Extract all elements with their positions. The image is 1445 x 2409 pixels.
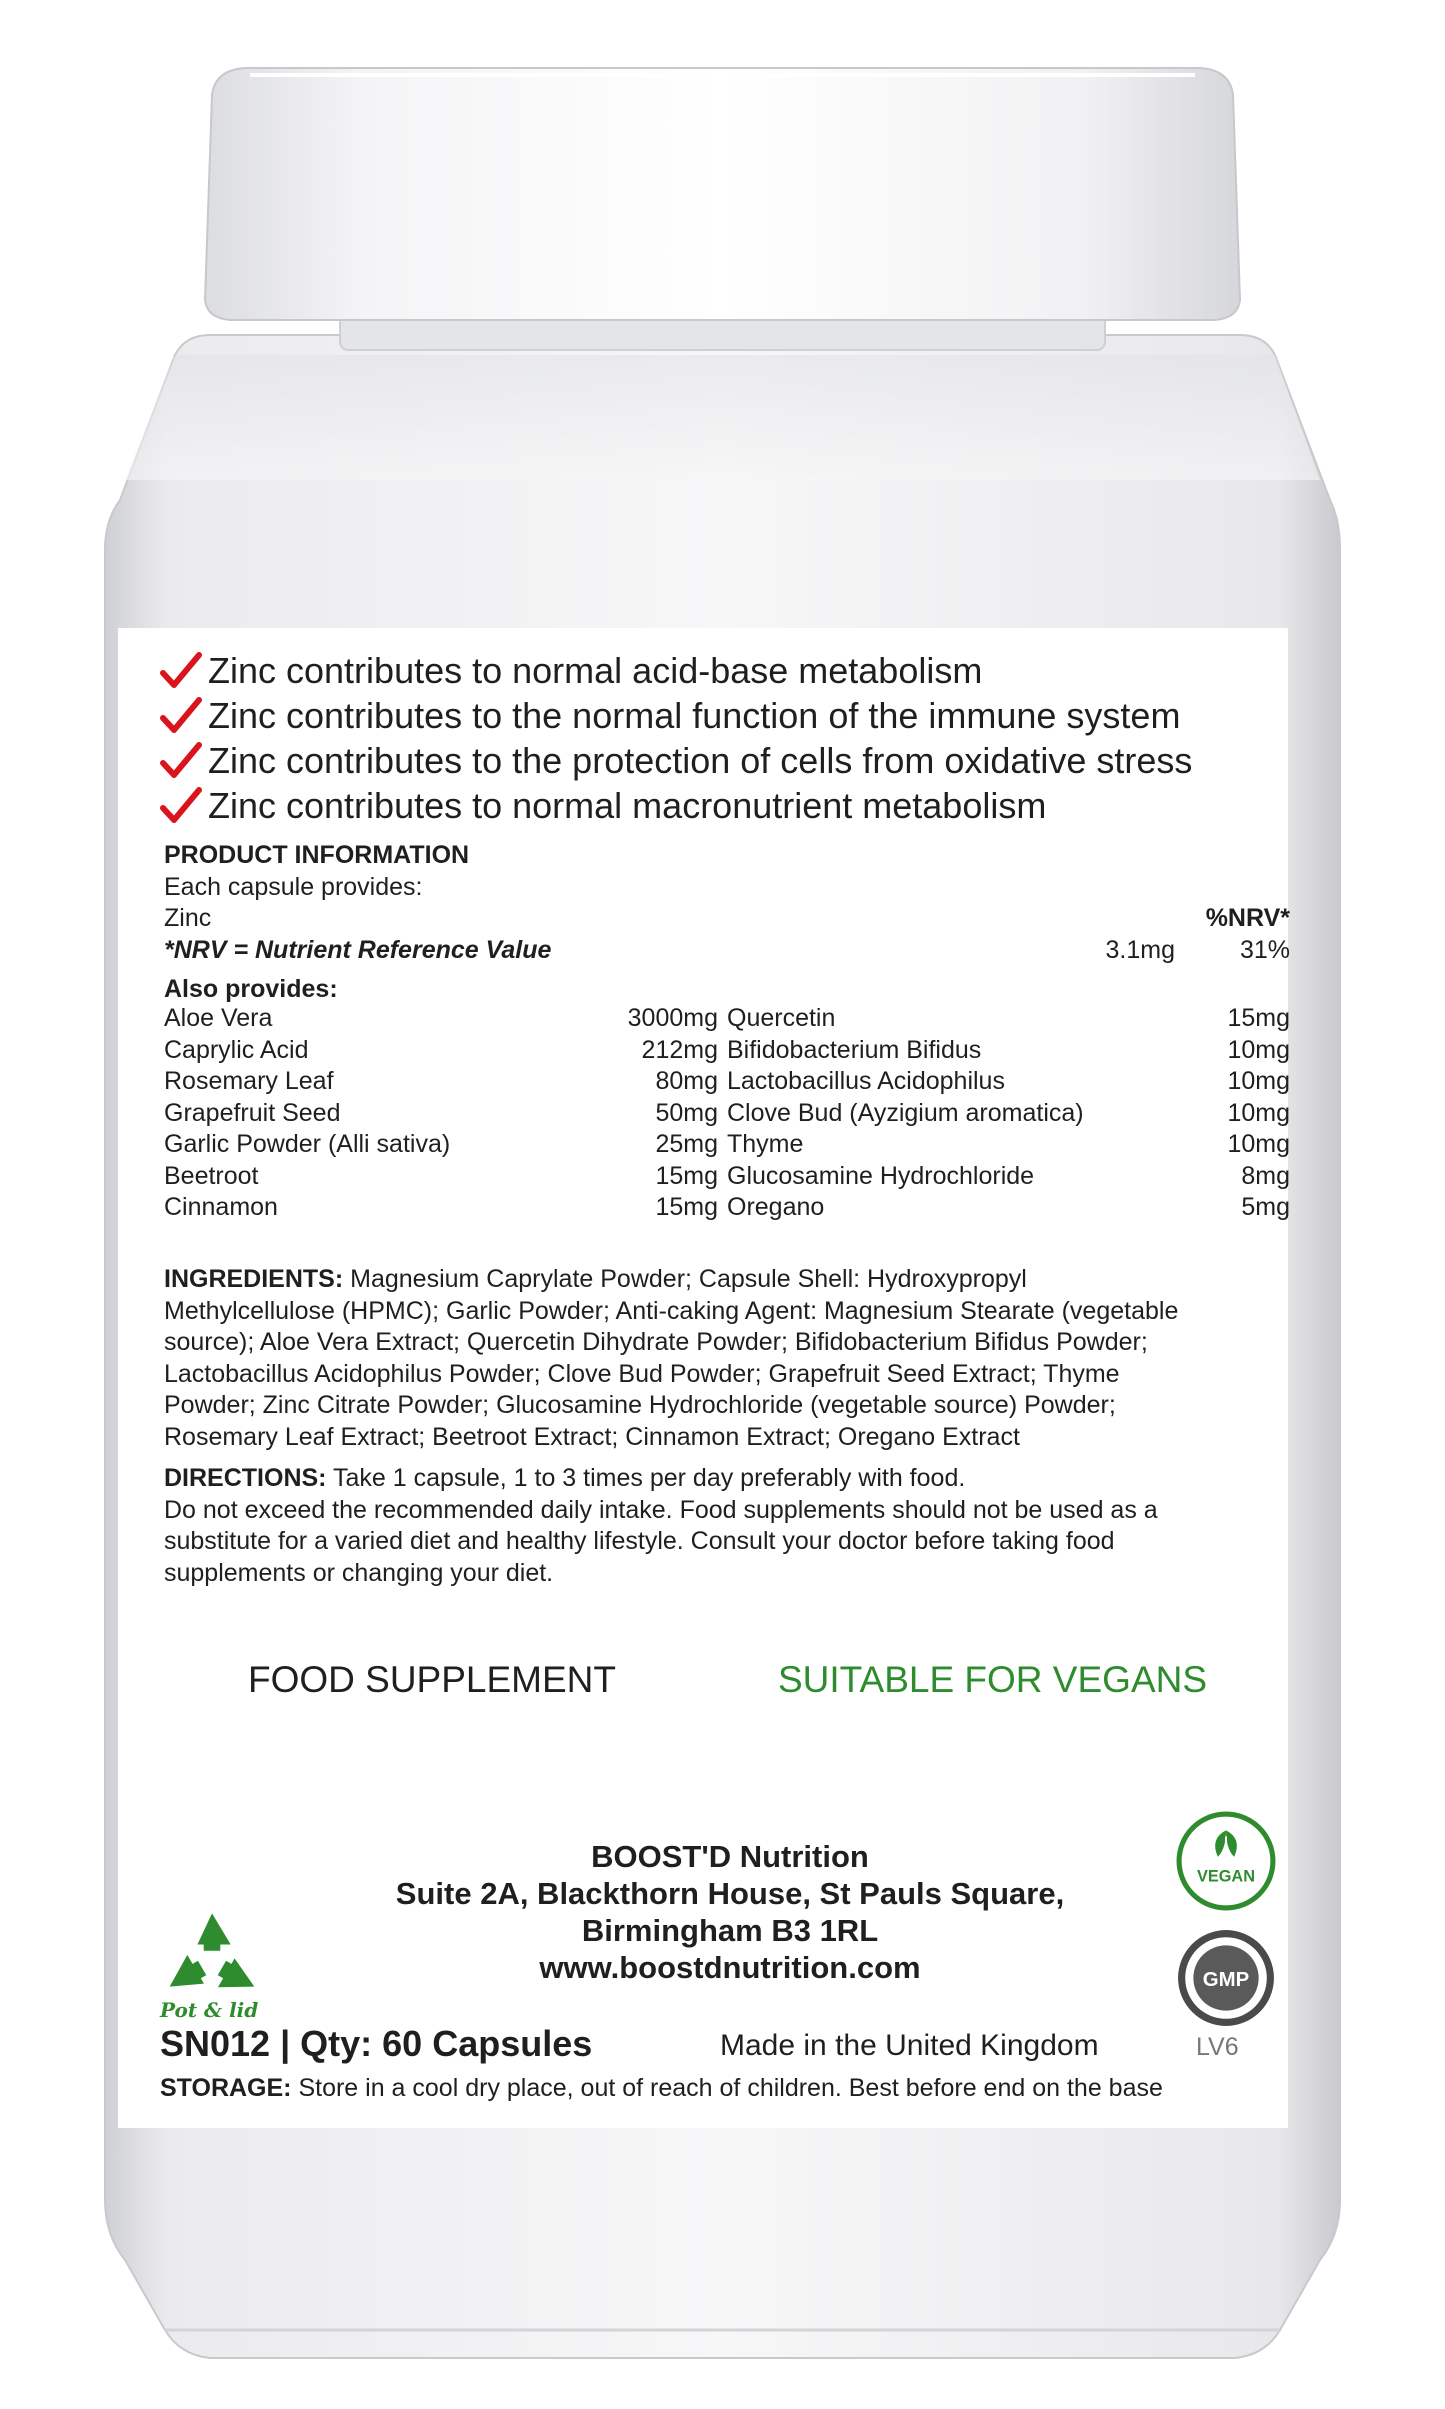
also-provides-left — [164, 1003, 718, 1224]
directions-line: supplements or changing your diet. — [164, 1558, 554, 1587]
ingredient-name: Caprylic Acid — [164, 1035, 309, 1064]
claim-text: Zinc contributes to the normal function of the immune system — [208, 694, 1181, 736]
directions-line: Take 1 capsule, 1 to 3 times per day preferably with food. — [333, 1464, 966, 1492]
ingredients-line: Magnesium Caprylate Powder; Capsule Shell: Hydroxypropyl — [350, 1265, 1027, 1293]
ingredients-line: Rosemary Leaf Extract; Beetroot Extract; Cinnamon Extract; Oregano Extract — [164, 1422, 1020, 1451]
directions-line: substitute for a varied diet and healthy lifestyle. Consult your doctor before taking food — [164, 1527, 1115, 1555]
table-row — [727, 1161, 1290, 1193]
table-row — [727, 1003, 1290, 1035]
ingredient-name: Grapefruit Seed — [164, 1098, 341, 1127]
ingredients-line: source); Aloe Vera Extract; Quercetin Dihydrate Powder; Bifidobacterium Bifidus Powder; — [164, 1328, 1148, 1356]
nrv-header: %NRV* — [1205, 904, 1290, 932]
claim-item — [160, 648, 1300, 693]
red-check-icon — [160, 786, 202, 826]
company-address-1: Suite 2A, Blackthorn House, St Pauls Square, — [395, 1876, 1065, 1911]
company-block — [300, 1838, 1160, 1986]
label-version: LV6 — [1196, 2033, 1239, 2061]
also-provides-heading: Also provides: — [164, 975, 338, 1003]
sku-quantity: SN012 | Qty: 60 Capsules — [160, 2023, 593, 2064]
table-row — [727, 1066, 1290, 1098]
vegan-logo-text: VEGAN — [1196, 1867, 1256, 1886]
ingredient-amount: 15mg — [655, 1193, 718, 1221]
gmp-logo-text: GMP — [1202, 1969, 1250, 1992]
ingredient-name: Garlic Powder (Alli sativa) — [164, 1130, 451, 1158]
table-row — [727, 1129, 1290, 1161]
red-check-icon — [160, 741, 202, 781]
storage-heading: STORAGE: — [160, 2074, 292, 2102]
table-row — [727, 1035, 1290, 1067]
ingredients-line: Methylcellulose (HPMC); Garlic Powder; Anti-caking Agent: Magnesium Stearate (vegetable — [164, 1296, 1179, 1325]
ingredient-amount: 10mg — [1227, 1067, 1290, 1095]
ingredient-name: Thyme — [727, 1130, 804, 1158]
ingredients-section — [164, 1264, 1289, 1453]
claim-text: Zinc contributes to normal macronutrient metabolism — [208, 784, 1047, 826]
ingredient-name: Aloe Vera — [164, 1004, 273, 1032]
ingredient-amount: 5mg — [1241, 1193, 1290, 1221]
table-row — [164, 1129, 718, 1161]
claim-text: Zinc contributes to normal acid-base metabolism — [208, 649, 983, 691]
product-info-heading: PRODUCT INFORMATION — [164, 841, 470, 869]
directions-heading: DIRECTIONS: — [164, 1464, 327, 1492]
claim-item — [160, 738, 1300, 783]
ingredient-amount: 15mg — [655, 1161, 718, 1190]
claim-text: Zinc contributes to the protection of cells from oxidative stress — [208, 739, 1193, 781]
recycle-icon — [160, 1905, 264, 2009]
ingredient-name: Lactobacillus Acidophilus — [727, 1067, 1005, 1095]
nutrient-name: Zinc — [164, 904, 212, 932]
company-address-2: Birmingham B3 1RL — [581, 1913, 879, 1948]
pot-lid-label: Pot & lid — [160, 1998, 259, 2022]
table-row — [727, 1098, 1290, 1130]
company-name: BOOST'D Nutrition — [591, 1839, 869, 1874]
directions-section — [164, 1463, 1289, 1589]
each-capsule-label: Each capsule provides: — [164, 872, 423, 901]
storage-text: Store in a cool dry place, out of reach of children. Best before end on the base — [298, 2074, 1163, 2102]
red-check-icon — [160, 696, 202, 736]
ingredient-amount: 80mg — [655, 1067, 718, 1095]
nrv-note: *NRV = Nutrient Reference Value — [164, 935, 552, 964]
ingredient-amount: 10mg — [1227, 1130, 1290, 1158]
ingredients-line: Powder; Zinc Citrate Powder; Glucosamine Hydrochloride (vegetable source) Powder; — [164, 1391, 1116, 1419]
ingredient-amount: 10mg — [1227, 1098, 1290, 1127]
product-information — [164, 840, 1290, 1006]
table-row — [164, 1192, 718, 1224]
ingredient-name: Clove Bud (Ayzigium aromatica) — [727, 1098, 1084, 1127]
ingredients-heading: INGREDIENTS: — [164, 1265, 344, 1293]
claim-item — [160, 693, 1300, 738]
table-row — [164, 1098, 718, 1130]
table-row — [164, 1066, 718, 1098]
ingredient-amount: 10mg — [1227, 1035, 1290, 1064]
ingredient-amount: 8mg — [1241, 1161, 1290, 1190]
nutrient-row — [164, 903, 1290, 935]
ingredient-name: Cinnamon — [164, 1193, 278, 1221]
table-row — [164, 1035, 718, 1067]
storage-info — [160, 2074, 1163, 2103]
company-website: www.boostdnutrition.com — [539, 1950, 921, 1985]
ingredient-amount: 3000mg — [627, 1004, 718, 1032]
nutrient-nrv: 31% — [1239, 935, 1290, 964]
ingredient-amount: 212mg — [641, 1035, 718, 1064]
vegan-leaf-icon — [1175, 1810, 1277, 1912]
ingredient-amount: 25mg — [655, 1130, 718, 1158]
directions-line: Do not exceed the recommended daily intake. Food supplements should not be used as a — [164, 1495, 1158, 1524]
also-provides-right — [727, 1003, 1290, 1224]
red-check-icon — [160, 651, 202, 691]
table-row — [164, 1003, 718, 1035]
ingredient-name: Oregano — [727, 1193, 825, 1221]
made-in-label: Made in the United Kingdom — [720, 2029, 1099, 2062]
nutrient-amount: 3.1mg — [1105, 935, 1175, 964]
table-row — [164, 1161, 718, 1193]
ingredient-amount: 15mg — [1227, 1004, 1290, 1032]
suitable-for-vegans-text: SUITABLE FOR VEGANS — [778, 1659, 1208, 1700]
bottle-cap — [205, 68, 1240, 320]
ingredient-name: Beetroot — [164, 1161, 259, 1190]
ingredient-name: Rosemary Leaf — [164, 1067, 334, 1095]
health-claims — [160, 648, 1300, 828]
food-supplement-text: FOOD SUPPLEMENT — [248, 1659, 616, 1700]
nrv-note-row — [164, 935, 1290, 967]
table-row — [727, 1192, 1290, 1224]
ingredient-name: Bifidobacterium Bifidus — [727, 1035, 982, 1064]
ingredients-line: Lactobacillus Acidophilus Powder; Clove Bud Powder; Grapefruit Seed Extract; Thyme — [164, 1359, 1120, 1388]
gmp-seal-icon — [1175, 1927, 1277, 2029]
ingredient-name: Glucosamine Hydrochloride — [727, 1161, 1035, 1190]
ingredient-name: Quercetin — [727, 1004, 836, 1032]
ingredient-amount: 50mg — [655, 1098, 718, 1127]
claim-item — [160, 783, 1300, 828]
